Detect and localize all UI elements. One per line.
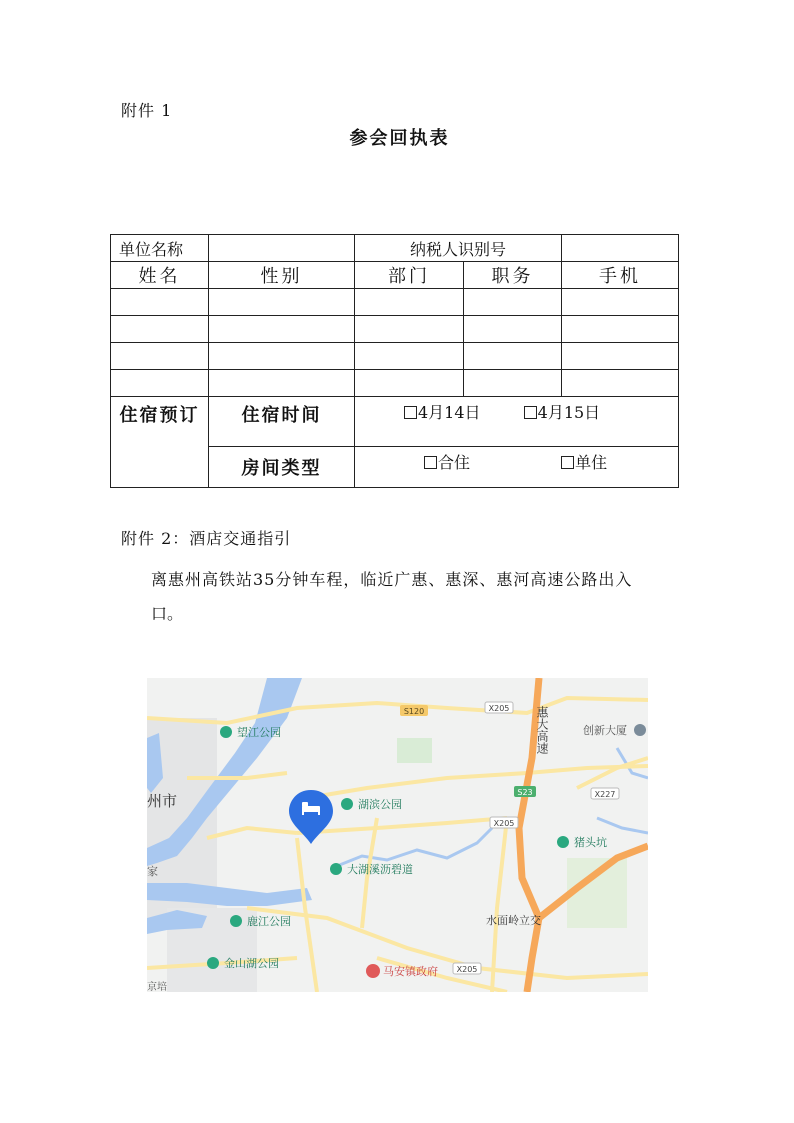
map-label-shuimian: 水面岭立交 [486,914,541,927]
bed-icon [302,802,308,807]
room-option-shared-label: 合住 [438,453,471,472]
map-label-kengbian: 京培 [147,982,167,992]
park-area [397,738,432,763]
attachment-1-label: 附件 1 [121,101,173,120]
hotel-location-map [147,678,648,992]
department-cell[interactable] [355,316,464,343]
map-label-wangjiang: 望江公园 [237,726,281,739]
road-code: X205 [493,819,515,828]
government-icon [366,964,380,978]
header-name: 姓名 [111,262,209,289]
attachment-2-heading: 附件 2：酒店交通指引 [121,529,292,548]
park-icon [207,957,219,969]
room-type-label: 房间类型 [209,447,355,488]
unit-name-label: 单位名称 [111,235,209,262]
position-cell[interactable] [464,289,562,316]
department-cell[interactable] [355,289,464,316]
map-label-hubin: 湖滨公园 [358,798,402,811]
phone-cell[interactable] [562,370,679,397]
park-icon [330,863,342,875]
building-icon [634,724,646,736]
road-code: S120 [403,707,425,716]
name-cell[interactable] [111,316,209,343]
park-icon [341,798,353,810]
unit-row [111,235,679,262]
expressway-label-box [534,706,550,770]
date-option-2-label: 4月15日 [537,403,601,422]
room-option-single[interactable] [561,450,607,473]
checkbox-icon[interactable] [404,406,417,419]
checkbox-icon[interactable] [424,456,437,469]
bed-icon [302,811,304,815]
table-row [111,289,679,316]
road-code: X227 [594,790,616,799]
room-type-options [355,447,679,488]
page-title: 参会回执表 [349,128,450,149]
header-department: 部门 [355,262,464,289]
map-label-city: 州市 [147,792,178,810]
bed-icon [318,811,320,815]
park-icon [230,915,242,927]
map-label-lujiang: 鹿江公园 [247,915,291,928]
date-option-2[interactable] [524,400,601,423]
phone-cell[interactable] [562,316,679,343]
table-row [111,370,679,397]
map-label-jinshanhu: 金山湖公园 [224,957,279,970]
lodging-booking-label: 住宿预订 [111,397,209,488]
checkbox-icon[interactable] [524,406,537,419]
checkbox-icon[interactable] [561,456,574,469]
name-cell[interactable] [111,370,209,397]
room-option-single-label: 单住 [575,453,608,472]
map-canvas [147,678,648,992]
map-label-chuangxin: 创新大厦 [583,724,627,737]
position-cell[interactable] [464,316,562,343]
room-option-shared[interactable] [424,450,470,473]
phone-cell[interactable] [562,343,679,370]
stay-time-row [111,397,679,447]
poi-icon [557,836,569,848]
header-phone: 手机 [562,262,679,289]
directions-line-2: 口。 [151,604,184,623]
gender-cell[interactable] [209,316,355,343]
park-icon [220,726,232,738]
map-label-dahu: 大湖溪沥碧道 [347,863,413,876]
header-gender: 性别 [209,262,355,289]
header-row [111,262,679,289]
name-cell[interactable] [111,289,209,316]
position-cell[interactable] [464,343,562,370]
map-label-maan: 马安镇政府 [383,965,438,978]
stay-time-label: 住宿时间 [209,397,355,447]
gender-cell[interactable] [209,343,355,370]
map-label-zhutoukeng: 猪头坑 [574,836,607,849]
tax-id-label: 纳税人识别号 [355,235,562,262]
unit-name-field[interactable] [209,235,355,262]
gender-cell[interactable] [209,370,355,397]
tax-id-field[interactable] [562,235,679,262]
directions-line-1: 离惠州高铁站35分钟车程，临近广惠、惠深、惠河高速公路出入 [151,570,633,589]
road-code: X205 [488,704,510,713]
expressway-label: 惠大高速 [535,706,549,754]
road-code: S23 [517,788,533,797]
name-cell[interactable] [111,343,209,370]
department-cell[interactable] [355,343,464,370]
phone-cell[interactable] [562,289,679,316]
position-cell[interactable] [464,370,562,397]
map-label-jia: 家 [147,865,158,878]
header-position: 职务 [464,262,562,289]
table-row [111,343,679,370]
gender-cell[interactable] [209,289,355,316]
road-code: X205 [456,965,478,974]
stay-date-options [355,397,679,447]
date-option-1-label: 4月14日 [418,403,481,422]
table-row [111,316,679,343]
receipt-form-table [110,234,679,488]
date-option-1[interactable] [404,400,481,423]
department-cell[interactable] [355,370,464,397]
